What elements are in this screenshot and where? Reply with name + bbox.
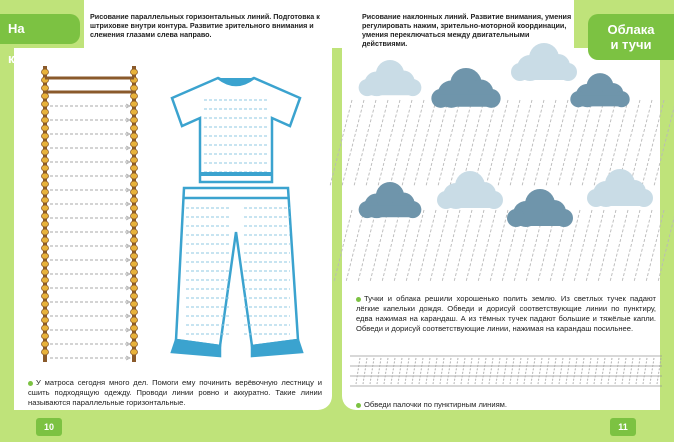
right-page-number: 11 — [610, 418, 636, 436]
rain-line — [438, 100, 460, 186]
dashed-stick — [433, 358, 437, 384]
cloud-icon — [570, 73, 629, 107]
dashed-stick — [412, 358, 416, 384]
dashed-stick — [615, 358, 619, 384]
dashed-stick — [573, 358, 577, 384]
dashed-stick — [440, 358, 444, 384]
dashed-stick — [468, 358, 472, 384]
rain-line — [654, 100, 674, 186]
rain-line — [610, 210, 628, 282]
dashed-stick — [531, 358, 535, 384]
rain-line — [390, 100, 412, 186]
rain-line — [366, 100, 388, 186]
dashed-stick — [524, 358, 528, 384]
dashed-stick — [566, 358, 570, 384]
right-task2-text — [356, 400, 656, 410]
right-task-content: Тучки и облака решили хорошенько полить землю. Из светлых тучек падают лёгкие капельки дождя. Обведи и дорисуй соответствующие линии по пунктиру, едва нажимая на карандаш. А из тёмных тучек падают большие и тяжёлые капли. Обведи и дорисуй соответствующие линии, нажимая на карандаш посильнее. — [356, 294, 656, 333]
dashed-stick — [426, 358, 430, 384]
dashed-stick — [517, 358, 521, 384]
rain-line — [622, 210, 640, 282]
rain-line — [330, 100, 352, 186]
rain-line — [378, 100, 400, 186]
dashed-stick — [601, 358, 605, 384]
cloud-icon — [359, 60, 422, 96]
dashed-stick — [405, 358, 409, 384]
rain-line — [582, 100, 604, 186]
bullet-icon — [356, 403, 361, 408]
rain-line — [394, 210, 412, 282]
cloud-icon — [431, 68, 500, 108]
dashed-stick — [629, 358, 633, 384]
rain-line — [522, 100, 544, 186]
rain-line — [406, 210, 424, 282]
rain-line — [574, 210, 592, 282]
bullet-icon — [28, 381, 33, 386]
dashed-stick — [552, 358, 556, 384]
dashed-stick — [447, 358, 451, 384]
right-chapter-title-line2: и тучи — [610, 37, 652, 52]
dashed-stick — [398, 358, 402, 384]
left-chapter-title: На корабле — [8, 21, 61, 66]
dashed-stick — [636, 358, 640, 384]
dashed-stick — [503, 358, 507, 384]
dashed-stick — [643, 358, 647, 384]
dashed-stick — [482, 358, 486, 384]
dashed-stick — [461, 358, 465, 384]
rain-line — [426, 100, 448, 186]
rain-line — [430, 210, 448, 282]
dashed-stick — [538, 358, 542, 384]
right-instruction: Рисование наклонных линий. Развитие внимания, умения регулировать нажим, зрительно-моторной координации, умения переключаться между двигательными действиями. — [362, 12, 572, 48]
dashed-stick — [496, 358, 500, 384]
rain-line — [510, 100, 532, 186]
cloud-icon — [437, 171, 503, 209]
rain-line — [642, 100, 664, 186]
dashed-stick — [650, 358, 654, 384]
left-page-number: 10 — [36, 418, 62, 436]
rain-line — [442, 210, 460, 282]
rain-line — [342, 100, 364, 186]
dashed-stick — [622, 358, 626, 384]
rain-line — [382, 210, 400, 282]
dashed-stick — [657, 358, 661, 384]
rain-line — [534, 100, 556, 186]
dashed-stick — [510, 358, 514, 384]
rain-line — [598, 210, 616, 282]
left-instruction: Рисование параллельных горизонтальных линий. Подготовка к штриховке внутри контура. Развитие зрительного внимания и слежения глазами слева направо. — [90, 12, 320, 39]
rain-line — [466, 210, 484, 282]
right-task2-content: Обведи палочки по пунктирным линиям. — [364, 400, 508, 409]
dashed-stick — [545, 358, 549, 384]
cloud-icon — [507, 189, 573, 227]
rain-line — [414, 100, 436, 186]
rain-line — [478, 210, 496, 282]
rain-line — [354, 100, 376, 186]
left-task-content: У матроса сегодня много дел. Помоги ему починить верёвочную лестницу и сшить подходящую одежду. Проводи линии ровно и аккуратно. Такие линии называются параллельные горизонтальные. — [28, 378, 322, 407]
left-task-text — [28, 378, 322, 408]
rain-line — [490, 210, 508, 282]
rain-line — [418, 210, 436, 282]
dashed-stick — [608, 358, 612, 384]
rain-line — [586, 210, 604, 282]
dashed-stick — [454, 358, 458, 384]
rain-line — [630, 100, 652, 186]
rain-line — [634, 210, 652, 282]
dashed-stick — [363, 358, 367, 384]
dashed-stick — [580, 358, 584, 384]
dashed-stick — [587, 358, 591, 384]
right-task-text — [356, 294, 656, 334]
cloud-icon — [359, 182, 422, 218]
dashed-stick — [475, 358, 479, 384]
right-chapter-title-line1: Облака — [607, 22, 655, 37]
rain-line — [334, 210, 352, 282]
rain-line — [646, 210, 664, 282]
rain-line — [498, 100, 520, 186]
dashed-stick — [489, 358, 493, 384]
rain-line — [558, 100, 580, 186]
bullet-icon — [356, 297, 361, 302]
dashed-stick — [356, 358, 360, 384]
rain-line — [370, 210, 388, 282]
dashed-stick — [384, 358, 388, 384]
dashed-stick — [594, 358, 598, 384]
dashed-stick — [377, 358, 381, 384]
dashed-stick — [419, 358, 423, 384]
rain-line — [454, 210, 472, 282]
sticks-writing-lines — [350, 356, 662, 386]
rain-line — [486, 100, 508, 186]
rain-line — [358, 210, 376, 282]
rain-line — [546, 100, 568, 186]
dashed-stick — [391, 358, 395, 384]
rain-line — [570, 100, 592, 186]
dashed-stick — [559, 358, 563, 384]
rain-line — [346, 210, 364, 282]
rain-line — [402, 100, 424, 186]
cloud-icon — [511, 43, 577, 81]
dashed-stick — [370, 358, 374, 384]
rain-line — [658, 210, 674, 282]
